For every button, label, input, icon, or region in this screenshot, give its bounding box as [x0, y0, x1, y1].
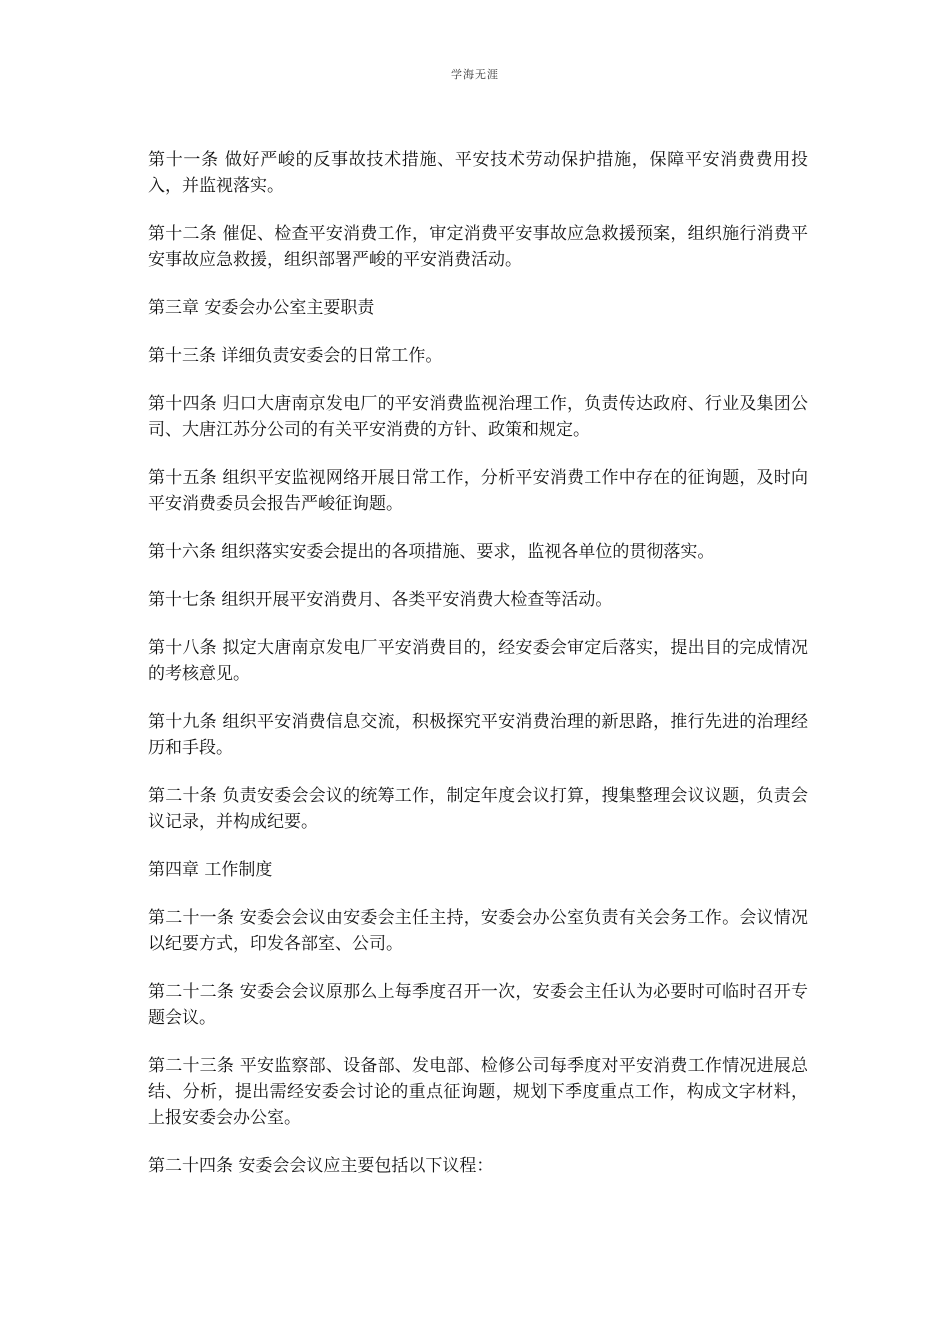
article-21: 第二十一条 安委会会议由安委会主任主持，安委会办公室负责有关会务工作。会议情况以纪要方式，印发各部室、公司。 [148, 908, 808, 954]
article-17: 第十七条 组织开展平安消费月、各类平安消费大检查等活动。 [148, 590, 613, 610]
chapter-4-heading: 第四章 工作制度 [148, 860, 273, 880]
article-19: 第十九条 组织平安消费信息交流，积极探究平安消费治理的新思路，推行先进的治理经历和手段。 [148, 712, 808, 758]
article-13: 第十三条 详细负责安委会的日常工作。 [148, 346, 443, 366]
chapter-3-heading: 第三章 安委会办公室主要职责 [148, 298, 375, 318]
page-header: 学海无涯 [451, 68, 499, 81]
article-16: 第十六条 组织落实安委会提出的各项措施、要求，监视各单位的贯彻落实。 [148, 542, 715, 562]
article-18: 第十八条 拟定大唐南京发电厂平安消费目的，经安委会审定后落实，提出目的完成情况的考核意见。 [148, 638, 808, 684]
article-24: 第二十四条 安委会会议应主要包括以下议程： [148, 1156, 494, 1176]
article-14: 第十四条 归口大唐南京发电厂的平安消费监视治理工作，负责传达政府、行业及集团公司、大唐江苏分公司的有关平安消费的方针、政策和规定。 [148, 394, 808, 440]
document-body [148, 147, 808, 1201]
article-12: 第十二条 催促、检查平安消费工作，审定消费平安事故应急救援预案，组织施行消费平安事故应急救援，组织部署严峻的平安消费活动。 [148, 224, 808, 270]
article-22: 第二十二条 安委会会议原那么上每季度召开一次，安委会主任认为必要时可临时召开专题会议。 [148, 982, 808, 1028]
article-11: 第十一条 做好严峻的反事故技术措施、平安技术劳动保护措施，保障平安消费费用投入，并监视落实。 [148, 150, 808, 196]
article-23: 第二十三条 平安监察部、设备部、发电部、检修公司每季度对平安消费工作情况进展总结、分析，提出需经安委会讨论的重点征询题，规划下季度重点工作，构成文字材料，上报安委会办公室。 [148, 1056, 808, 1128]
article-20: 第二十条 负责安委会会议的统筹工作，制定年度会议打算，搜集整理会议议题，负责会议记录，并构成纪要。 [148, 786, 808, 832]
article-15: 第十五条 组织平安监视网络开展日常工作，分析平安消费工作中存在的征询题，及时向平安消费委员会报告严峻征询题。 [148, 468, 808, 514]
